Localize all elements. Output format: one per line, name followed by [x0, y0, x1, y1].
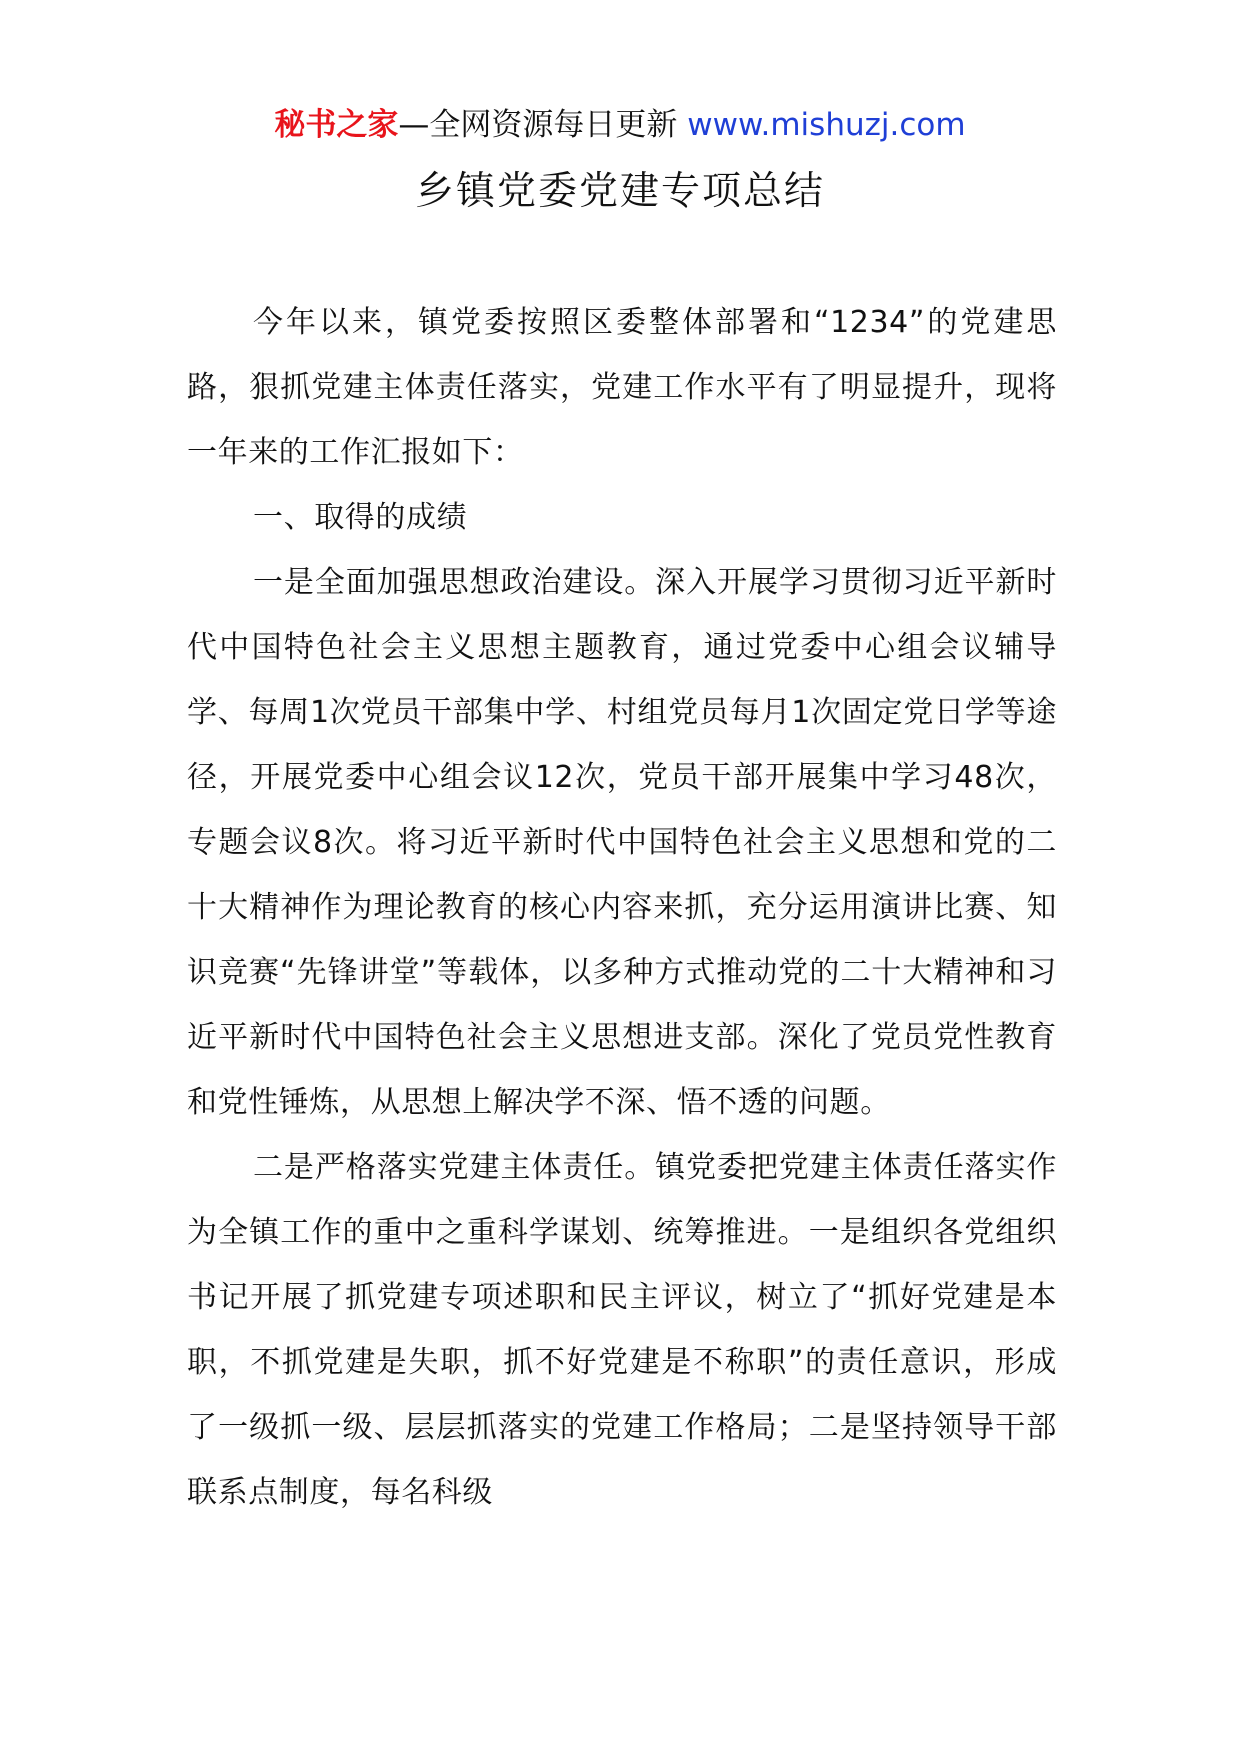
body-paragraph: 一是全面加强思想政治建设。深入开展学习贯彻习近平新时代中国特色社会主义思想主题教育，通过党委中心组会议辅导学、每周1次党员干部集中学、村组党员每月1次固定党日学等途径，开展党委中心组会议12次，党员干部开展集中学习48次，专题会议8次。将习近平新时代中国特色社会主义思想和党的二十大精神作为理论教育的核心内容来抓，充分运用演讲比赛、知识竞赛“先锋讲堂”等载体，以多种方式推动党的二十大精神和习近平新时代中国特色社会主义思想进支部。深化了党员党性教育和党性锤炼，从思想上解决学不深、悟不透的问题。: [187, 565, 1057, 1120]
document-title: 乡镇党委党建专项总结: [414, 169, 825, 214]
intro-paragraph: 今年以来，镇党委按照区委整体部署和“1234”的党建思路，狠抓党建主体责任落实，党建工作水平有了明显提升，现将一年来的工作汇报如下：: [187, 305, 1057, 470]
site-tagline: —全网资源每日更新: [398, 107, 688, 143]
site-url-link[interactable]: www.mishuzj.com: [687, 107, 966, 143]
body-paragraph: 二是严格落实党建主体责任。镇党委把党建主体责任落实作为全镇工作的重中之重科学谋划、统筹推进。一是组织各党组织书记开展了抓党建专项述职和民主评议，树立了“抓好党建是本职，不抓党建是失职，抓不好党建是不称职”的责任意识，形成了一级抓一级、层层抓落实的党建工作格局；二是坚持领导干部联系点制度，每名科级: [187, 1150, 1057, 1510]
site-header: [0, 100, 1240, 150]
document-body: [187, 290, 1057, 1525]
section-heading: 一、取得的成绩: [253, 500, 468, 535]
site-brand: 秘书之家: [274, 107, 399, 143]
